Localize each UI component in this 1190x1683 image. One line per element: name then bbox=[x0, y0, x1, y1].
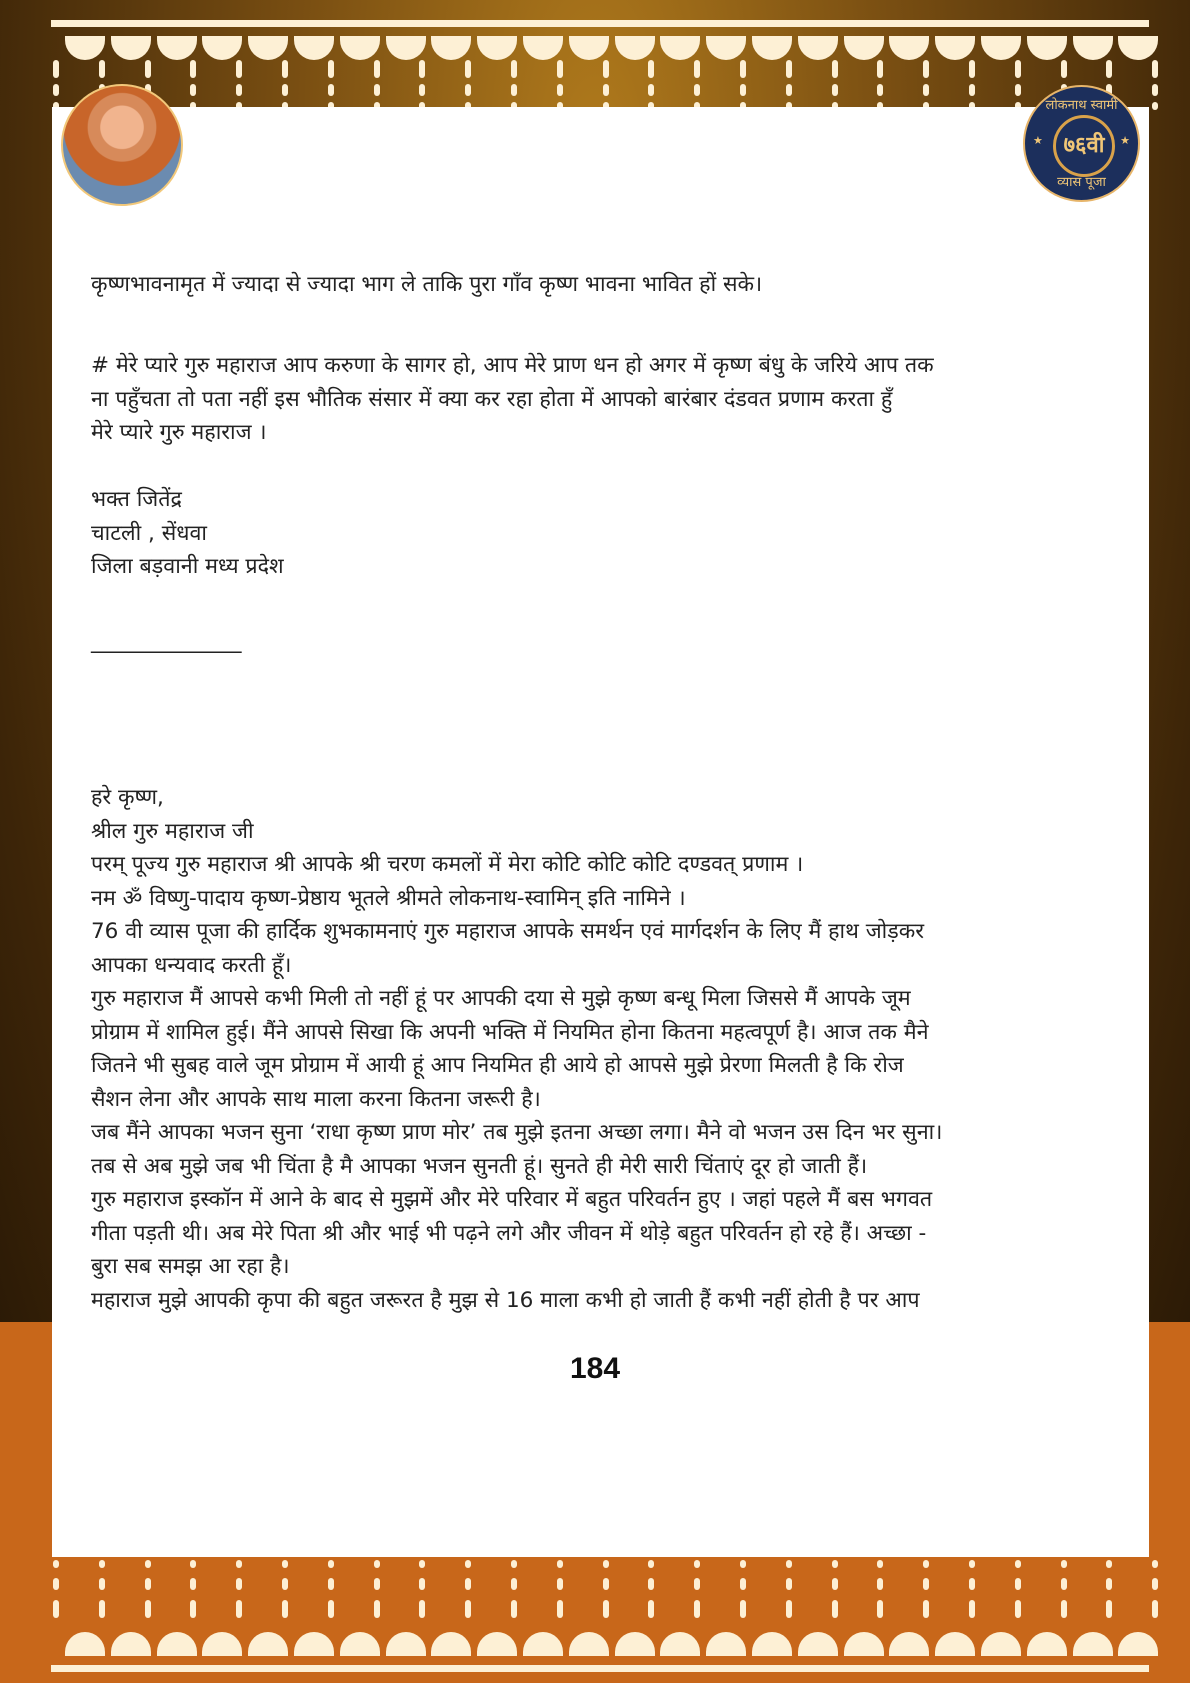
bottom-dot-pattern bbox=[51, 1560, 1149, 1630]
dot bbox=[969, 60, 975, 78]
dot bbox=[99, 1578, 105, 1590]
dot bbox=[328, 1578, 334, 1590]
paragraph-intro bbox=[91, 268, 1101, 302]
dot bbox=[877, 1578, 883, 1590]
scallop bbox=[248, 36, 288, 60]
scallop bbox=[798, 36, 838, 60]
dot bbox=[190, 1578, 196, 1590]
dot bbox=[877, 1560, 883, 1568]
dot bbox=[374, 84, 380, 96]
dot bbox=[1152, 1578, 1158, 1590]
dot bbox=[832, 84, 838, 96]
dot bbox=[1152, 1560, 1158, 1568]
dot bbox=[694, 1578, 700, 1590]
scallop bbox=[569, 36, 609, 60]
dot bbox=[603, 60, 609, 78]
scallop bbox=[386, 36, 426, 60]
text-line: गुरु महाराज मैं आपसे कभी मिली तो नहीं हूं पर आपकी दया से मुझे कृष्ण बन्धू मिला जिससे मैं आपके जूम bbox=[91, 986, 911, 1011]
text-line: # मेरे प्यारे गुरु महाराज आप करुणा के सागर हो, आप मेरे प्राण धन हो अगर में कृष्ण बंधु के जरिये आप तक bbox=[91, 353, 934, 378]
dot bbox=[923, 1600, 929, 1618]
dot bbox=[740, 1578, 746, 1590]
dot bbox=[1106, 60, 1112, 78]
dot bbox=[740, 1560, 746, 1568]
text-line: परम् पूज्य गुरु महाराज श्री आपके श्री चरण कमलों में मेरा कोटि कोटि कोटि दण्डवत् प्रणाम । bbox=[91, 852, 804, 877]
dot bbox=[1061, 1560, 1067, 1568]
dot bbox=[374, 1560, 380, 1568]
text-line: गुरु महाराज इस्कॉन में आने के बाद से मुझमें और मेरे परिवार में बहुत परिवर्तन हुए । जहां पहले मैं बस भगवत bbox=[91, 1187, 933, 1212]
dot bbox=[648, 60, 654, 78]
dot bbox=[511, 1578, 517, 1590]
separator-line bbox=[91, 625, 1101, 659]
dot bbox=[1015, 1560, 1021, 1568]
text-line: श्रील गुरु महाराज जी bbox=[91, 818, 254, 844]
dot bbox=[328, 1560, 334, 1568]
text-line: प्रोग्राम में शामिल हुई। मैंने आपसे सिखा कि अपनी भक्ति में नियमित होना कितना महत्वपूर्ण है। आज तक मैने bbox=[91, 1019, 929, 1045]
badge-top-text: लोकनाथ स्वामी bbox=[1045, 98, 1118, 113]
dot bbox=[557, 60, 563, 78]
dot bbox=[923, 60, 929, 78]
top-border-rule bbox=[51, 20, 1149, 27]
scallop bbox=[889, 36, 929, 60]
dot bbox=[1152, 84, 1158, 96]
guru-portrait bbox=[61, 84, 183, 206]
text-line: बुरा सब समझ आ रहा है। bbox=[91, 1254, 290, 1279]
dot bbox=[557, 84, 563, 96]
scallop bbox=[202, 36, 242, 60]
dot bbox=[1152, 60, 1158, 78]
scallop bbox=[660, 36, 700, 60]
dot bbox=[1015, 84, 1021, 96]
text-line: हरे कृष्ण, bbox=[91, 785, 164, 810]
dot bbox=[1061, 1600, 1067, 1618]
letter-2 bbox=[91, 781, 1101, 1317]
dot bbox=[419, 84, 425, 96]
dot bbox=[465, 1560, 471, 1568]
dot bbox=[190, 1560, 196, 1568]
bottom-border-rule bbox=[51, 1665, 1149, 1672]
dot bbox=[923, 1578, 929, 1590]
dot bbox=[1106, 1600, 1112, 1618]
text-line: मेरे प्यारे गुरु महाराज । bbox=[91, 420, 267, 445]
dot bbox=[969, 1560, 975, 1568]
dot bbox=[282, 1560, 288, 1568]
dot bbox=[465, 1600, 471, 1618]
dot bbox=[1106, 1560, 1112, 1568]
text-line: महाराज मुझे आपकी कृपा की बहुत जरूरत है मुझ से 16 माला कभी हो जाती हैं कभी नहीं होती है पर आप bbox=[91, 1287, 920, 1313]
signature-block-1 bbox=[91, 483, 1101, 584]
dot bbox=[145, 1560, 151, 1568]
dot bbox=[603, 1560, 609, 1568]
dot bbox=[832, 60, 838, 78]
scallop bbox=[615, 36, 655, 60]
dot bbox=[969, 1578, 975, 1590]
dot bbox=[374, 1600, 380, 1618]
scallop bbox=[477, 36, 517, 60]
dot bbox=[99, 1560, 105, 1568]
dot bbox=[236, 1600, 242, 1618]
dot bbox=[969, 1600, 975, 1618]
text-line: 76 वी व्यास पूजा की हार्दिक शुभकामनाएं गुरु महाराज आपके समर्थन एवं मार्गदर्शन के लिए मैं हाथ जोड़कर bbox=[91, 919, 925, 944]
dot bbox=[557, 1578, 563, 1590]
dot bbox=[923, 1560, 929, 1568]
dot bbox=[190, 84, 196, 96]
text-line: जितने भी सुबह वाले जूम प्रोग्राम में आयी हूं आप नियमित ही आये हो आपसे मुझे प्रेरणा मिलती है कि रोज bbox=[91, 1053, 904, 1078]
dot bbox=[511, 60, 517, 78]
scallop bbox=[294, 36, 334, 60]
dot bbox=[786, 60, 792, 78]
scallop bbox=[1118, 36, 1158, 60]
dot bbox=[145, 1578, 151, 1590]
scallop bbox=[523, 36, 563, 60]
dot bbox=[282, 84, 288, 96]
dot bbox=[53, 1578, 59, 1590]
dot bbox=[740, 60, 746, 78]
dot bbox=[877, 1600, 883, 1618]
dot bbox=[53, 84, 59, 96]
dot bbox=[557, 1560, 563, 1568]
page-number: 184 bbox=[569, 1352, 621, 1385]
dot bbox=[328, 60, 334, 78]
scallop bbox=[752, 36, 792, 60]
signer-place: चाटली , सेंधवा bbox=[91, 520, 207, 546]
scallop bbox=[157, 36, 197, 60]
dot bbox=[1015, 60, 1021, 78]
dot bbox=[236, 1560, 242, 1568]
badge-bottom-text: व्यास पूजा bbox=[1057, 175, 1106, 190]
dot bbox=[832, 1578, 838, 1590]
text-line: गीता पड़ती थी। अब मेरे पिता श्री और भाई भी पढ़ने लगे और जीवन में थोड़े बहुत परिवर्तन हो रहे हैं। अच्छा - bbox=[91, 1220, 927, 1246]
text-line: जब मैंने आपका भजन सुना ‘राधा कृष्ण प्राण मोर’ तब मुझे इतना अच्छा लगा। मैने वो भजन उस दिन भर सुना। bbox=[91, 1120, 943, 1145]
scallop bbox=[65, 36, 105, 60]
dot bbox=[190, 60, 196, 78]
dot bbox=[969, 84, 975, 96]
signer-name: भक्त जितेंद्र bbox=[91, 487, 182, 512]
dot bbox=[511, 1560, 517, 1568]
dot bbox=[877, 60, 883, 78]
dot bbox=[557, 1600, 563, 1618]
text-line: ना पहुँचता तो पता नहीं इस भौतिक संसार में क्या कर रहा होता में आपको बारंबार दंडवत प्रणाम करता हुँ bbox=[91, 386, 893, 412]
dot bbox=[419, 60, 425, 78]
dot bbox=[282, 1600, 288, 1618]
scallop bbox=[340, 36, 380, 60]
dot bbox=[236, 1578, 242, 1590]
dot bbox=[1106, 1578, 1112, 1590]
signer-district: जिला बड़वानी मध्य प्रदेश bbox=[91, 554, 284, 579]
dot bbox=[465, 60, 471, 78]
dot bbox=[99, 60, 105, 78]
dot bbox=[374, 60, 380, 78]
dot bbox=[740, 84, 746, 96]
dot bbox=[786, 1600, 792, 1618]
star-icon: ★ bbox=[1033, 134, 1043, 147]
text-line: आपका धन्यवाद करती हूँ। bbox=[91, 952, 292, 978]
dot bbox=[1015, 1600, 1021, 1618]
dot bbox=[832, 1600, 838, 1618]
separator-text: ______________ bbox=[91, 629, 242, 654]
dot bbox=[1061, 60, 1067, 78]
dot bbox=[236, 84, 242, 96]
dot bbox=[282, 60, 288, 78]
dot bbox=[786, 84, 792, 96]
dot bbox=[328, 1600, 334, 1618]
scallop bbox=[1027, 36, 1067, 60]
dot bbox=[648, 84, 654, 96]
dot bbox=[1015, 1578, 1021, 1590]
text-line: सैशन लेना और आपके साथ माला करना कितना जरूरी है। bbox=[91, 1086, 541, 1112]
dot bbox=[694, 60, 700, 78]
badge-number: ७६वी bbox=[1053, 115, 1115, 177]
dot bbox=[282, 1578, 288, 1590]
text-line: कृष्णभावनामृत में ज्यादा से ज्यादा भाग ले ताकि पुरा गाँव कृष्ण भावना भावित हों सके। bbox=[91, 272, 763, 297]
dot bbox=[511, 1600, 517, 1618]
dot bbox=[832, 1560, 838, 1568]
dot bbox=[877, 84, 883, 96]
dot bbox=[1152, 102, 1158, 110]
dot bbox=[53, 60, 59, 78]
scallop bbox=[1073, 36, 1113, 60]
scallop bbox=[981, 36, 1021, 60]
dot bbox=[740, 1600, 746, 1618]
dot bbox=[99, 1600, 105, 1618]
dot bbox=[648, 1560, 654, 1568]
dot bbox=[1152, 1600, 1158, 1618]
dot bbox=[465, 84, 471, 96]
dot bbox=[786, 1578, 792, 1590]
paragraph-devotion bbox=[91, 349, 1101, 450]
scallop bbox=[111, 36, 151, 60]
dot bbox=[145, 1600, 151, 1618]
dot bbox=[328, 84, 334, 96]
dot bbox=[648, 1600, 654, 1618]
dot bbox=[53, 1560, 59, 1568]
dot bbox=[190, 1600, 196, 1618]
dot bbox=[694, 84, 700, 96]
text-line: तब से अब मुझे जब भी चिंता है मै आपका भजन सुनती हूं। सुनते ही मेरी सारी चिंताएं दूर हो जाती हैं। bbox=[91, 1153, 868, 1179]
dot bbox=[603, 84, 609, 96]
text-line: नम ॐ विष्णु-पादाय कृष्ण-प्रेष्ठाय भूतले श्रीमते लोकनाथ-स्वामिन् इति नामिने । bbox=[91, 885, 686, 911]
dot bbox=[374, 1578, 380, 1590]
dot bbox=[419, 1600, 425, 1618]
dot bbox=[786, 1560, 792, 1568]
dot bbox=[923, 84, 929, 96]
dot bbox=[236, 60, 242, 78]
scallop bbox=[935, 36, 975, 60]
dot bbox=[419, 1560, 425, 1568]
dot bbox=[465, 1578, 471, 1590]
star-icon: ★ bbox=[1120, 134, 1130, 147]
dot bbox=[694, 1560, 700, 1568]
dot bbox=[419, 1578, 425, 1590]
dot bbox=[648, 1578, 654, 1590]
dot bbox=[53, 1600, 59, 1618]
scallop bbox=[706, 36, 746, 60]
dot bbox=[603, 1578, 609, 1590]
dot bbox=[511, 84, 517, 96]
dot bbox=[694, 1600, 700, 1618]
vyasa-puja-badge bbox=[1023, 85, 1140, 202]
scallop bbox=[431, 36, 471, 60]
dot bbox=[145, 60, 151, 78]
scallop bbox=[844, 36, 884, 60]
dot bbox=[603, 1600, 609, 1618]
dot bbox=[1061, 1578, 1067, 1590]
